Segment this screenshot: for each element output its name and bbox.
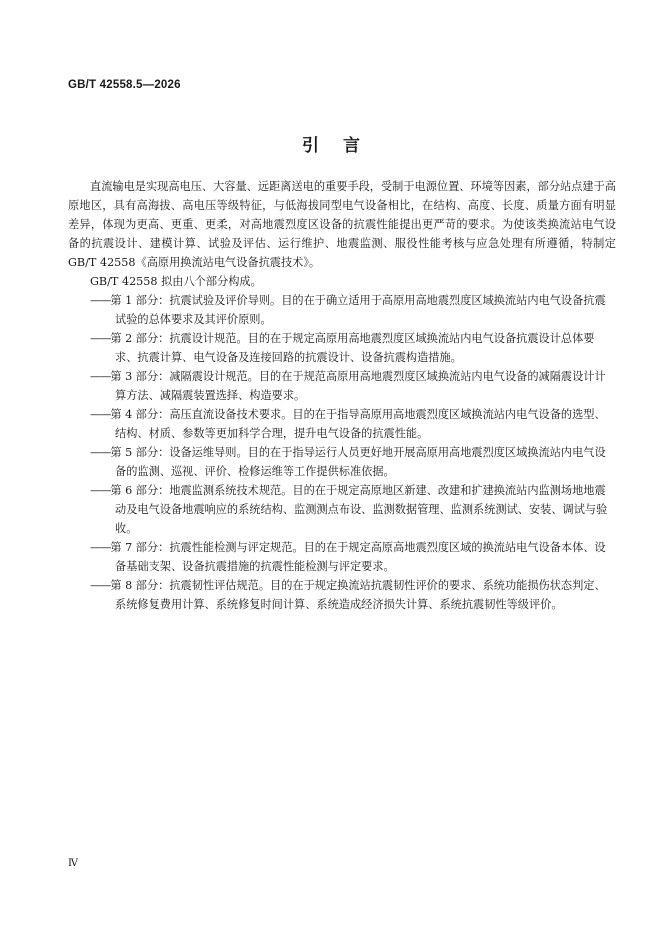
page-number: Ⅳ bbox=[68, 858, 78, 869]
part-item-7 bbox=[68, 538, 616, 576]
dash-mark: —— bbox=[90, 541, 111, 554]
dash-mark: —— bbox=[90, 408, 111, 421]
part-item-3 bbox=[68, 367, 616, 405]
part-item-1 bbox=[68, 291, 616, 329]
part-text: 第 7 部分：抗震性能检测与评定规范。目的在于规定高原高地震烈度区域的换流站电气设备本体、设备基础支架、设备抗震措施的抗震性能检测与评定要求。 bbox=[110, 541, 606, 573]
part-text: 第 4 部分：高压直流设备技术要求。目的在于指导高原用高地震烈度区域换流站内电气设备的选型、结构、材质、参数等更加科学合理，提升电气设备的抗震性能。 bbox=[110, 408, 606, 440]
part-text: 第 5 部分：设备运维导则。目的在于指导运行人员更好地开展高原用高地震烈度区域换流站内电气设备的监测、巡视、评价、检修运维等工作提供标准依据。 bbox=[110, 446, 606, 478]
part-item-4 bbox=[68, 405, 616, 443]
dash-mark: —— bbox=[90, 332, 111, 345]
part-item-5 bbox=[68, 443, 616, 481]
part-text: 第 6 部分：地震监测系统技术规范。目的在于规定高原地区新建、改建和扩建换流站内监测场地地震动及电气设备地震响应的系统结构、监测测点布设、监测数据管理、监测系统测试、安装、调试与验收。 bbox=[110, 484, 608, 535]
dash-mark: —— bbox=[90, 370, 111, 383]
dash-mark: —— bbox=[90, 294, 111, 307]
page-title bbox=[0, 131, 662, 156]
dash-mark: —— bbox=[90, 484, 111, 497]
part-item-2 bbox=[68, 329, 616, 367]
part-text: 第 3 部分：减隔震设计规范。目的在于规范高原用高地震烈度区域换流站内电气设备的减隔震设计计算方法、减隔震装置选择、构造要求。 bbox=[110, 370, 606, 402]
standard-number: GB/T 42558.5—2026 bbox=[68, 79, 181, 91]
title-char-1: 引 bbox=[302, 136, 319, 156]
dash-mark: —— bbox=[90, 579, 111, 592]
parts-lead: GB/T 42558 拟由八个部分构成。 bbox=[90, 275, 262, 288]
dash-mark: —— bbox=[90, 446, 111, 459]
part-text: 第 2 部分：抗震设计规范。目的在于规定高原用高地震烈度区域换流站内电气设备抗震设计总体要求、抗震计算、电气设备及连接回路的抗震设计、设备抗震构造措施。 bbox=[110, 332, 595, 364]
part-item-6 bbox=[68, 481, 616, 538]
part-item-8 bbox=[68, 576, 616, 614]
intro-paragraph: 直流输电是实现高电压、大容量、远距离送电的重要手段，受制于电源位置、环境等因素，部分站点建于高原地区，具有高海拔、高电压等级特征，与低海拔同型电气设备相比，在结构、高度、长度、质量方面有明显差异，体现为更高、更重、更柔，对高地震烈度区设备的抗震性能提出更严苛的要求。为使该类换流站电气设备的抗震设计、建模计算、试验及评估、运行维护、地震监测、服役性能考核与应急处理有所遵循，特制定 GB/T 42558《高原用换流站电气设备抗震技术》。 bbox=[68, 180, 616, 269]
part-text: 第 1 部分：抗震试验及评价导则。目的在于确立适用于高原用高地震烈度区域换流站内电气设备抗震试验的总体要求及其评价原则。 bbox=[110, 294, 606, 326]
document-body bbox=[68, 177, 616, 614]
title-char-2: 言 bbox=[343, 136, 360, 156]
part-text: 第 8 部分：抗震韧性评估规范。目的在于规定换流站抗震韧性评价的要求、系统功能损伤状态判定、系统修复费用计算、系统修复时间计算、系统造成经济损失计算、系统抗震韧性等级评价。 bbox=[110, 579, 606, 611]
